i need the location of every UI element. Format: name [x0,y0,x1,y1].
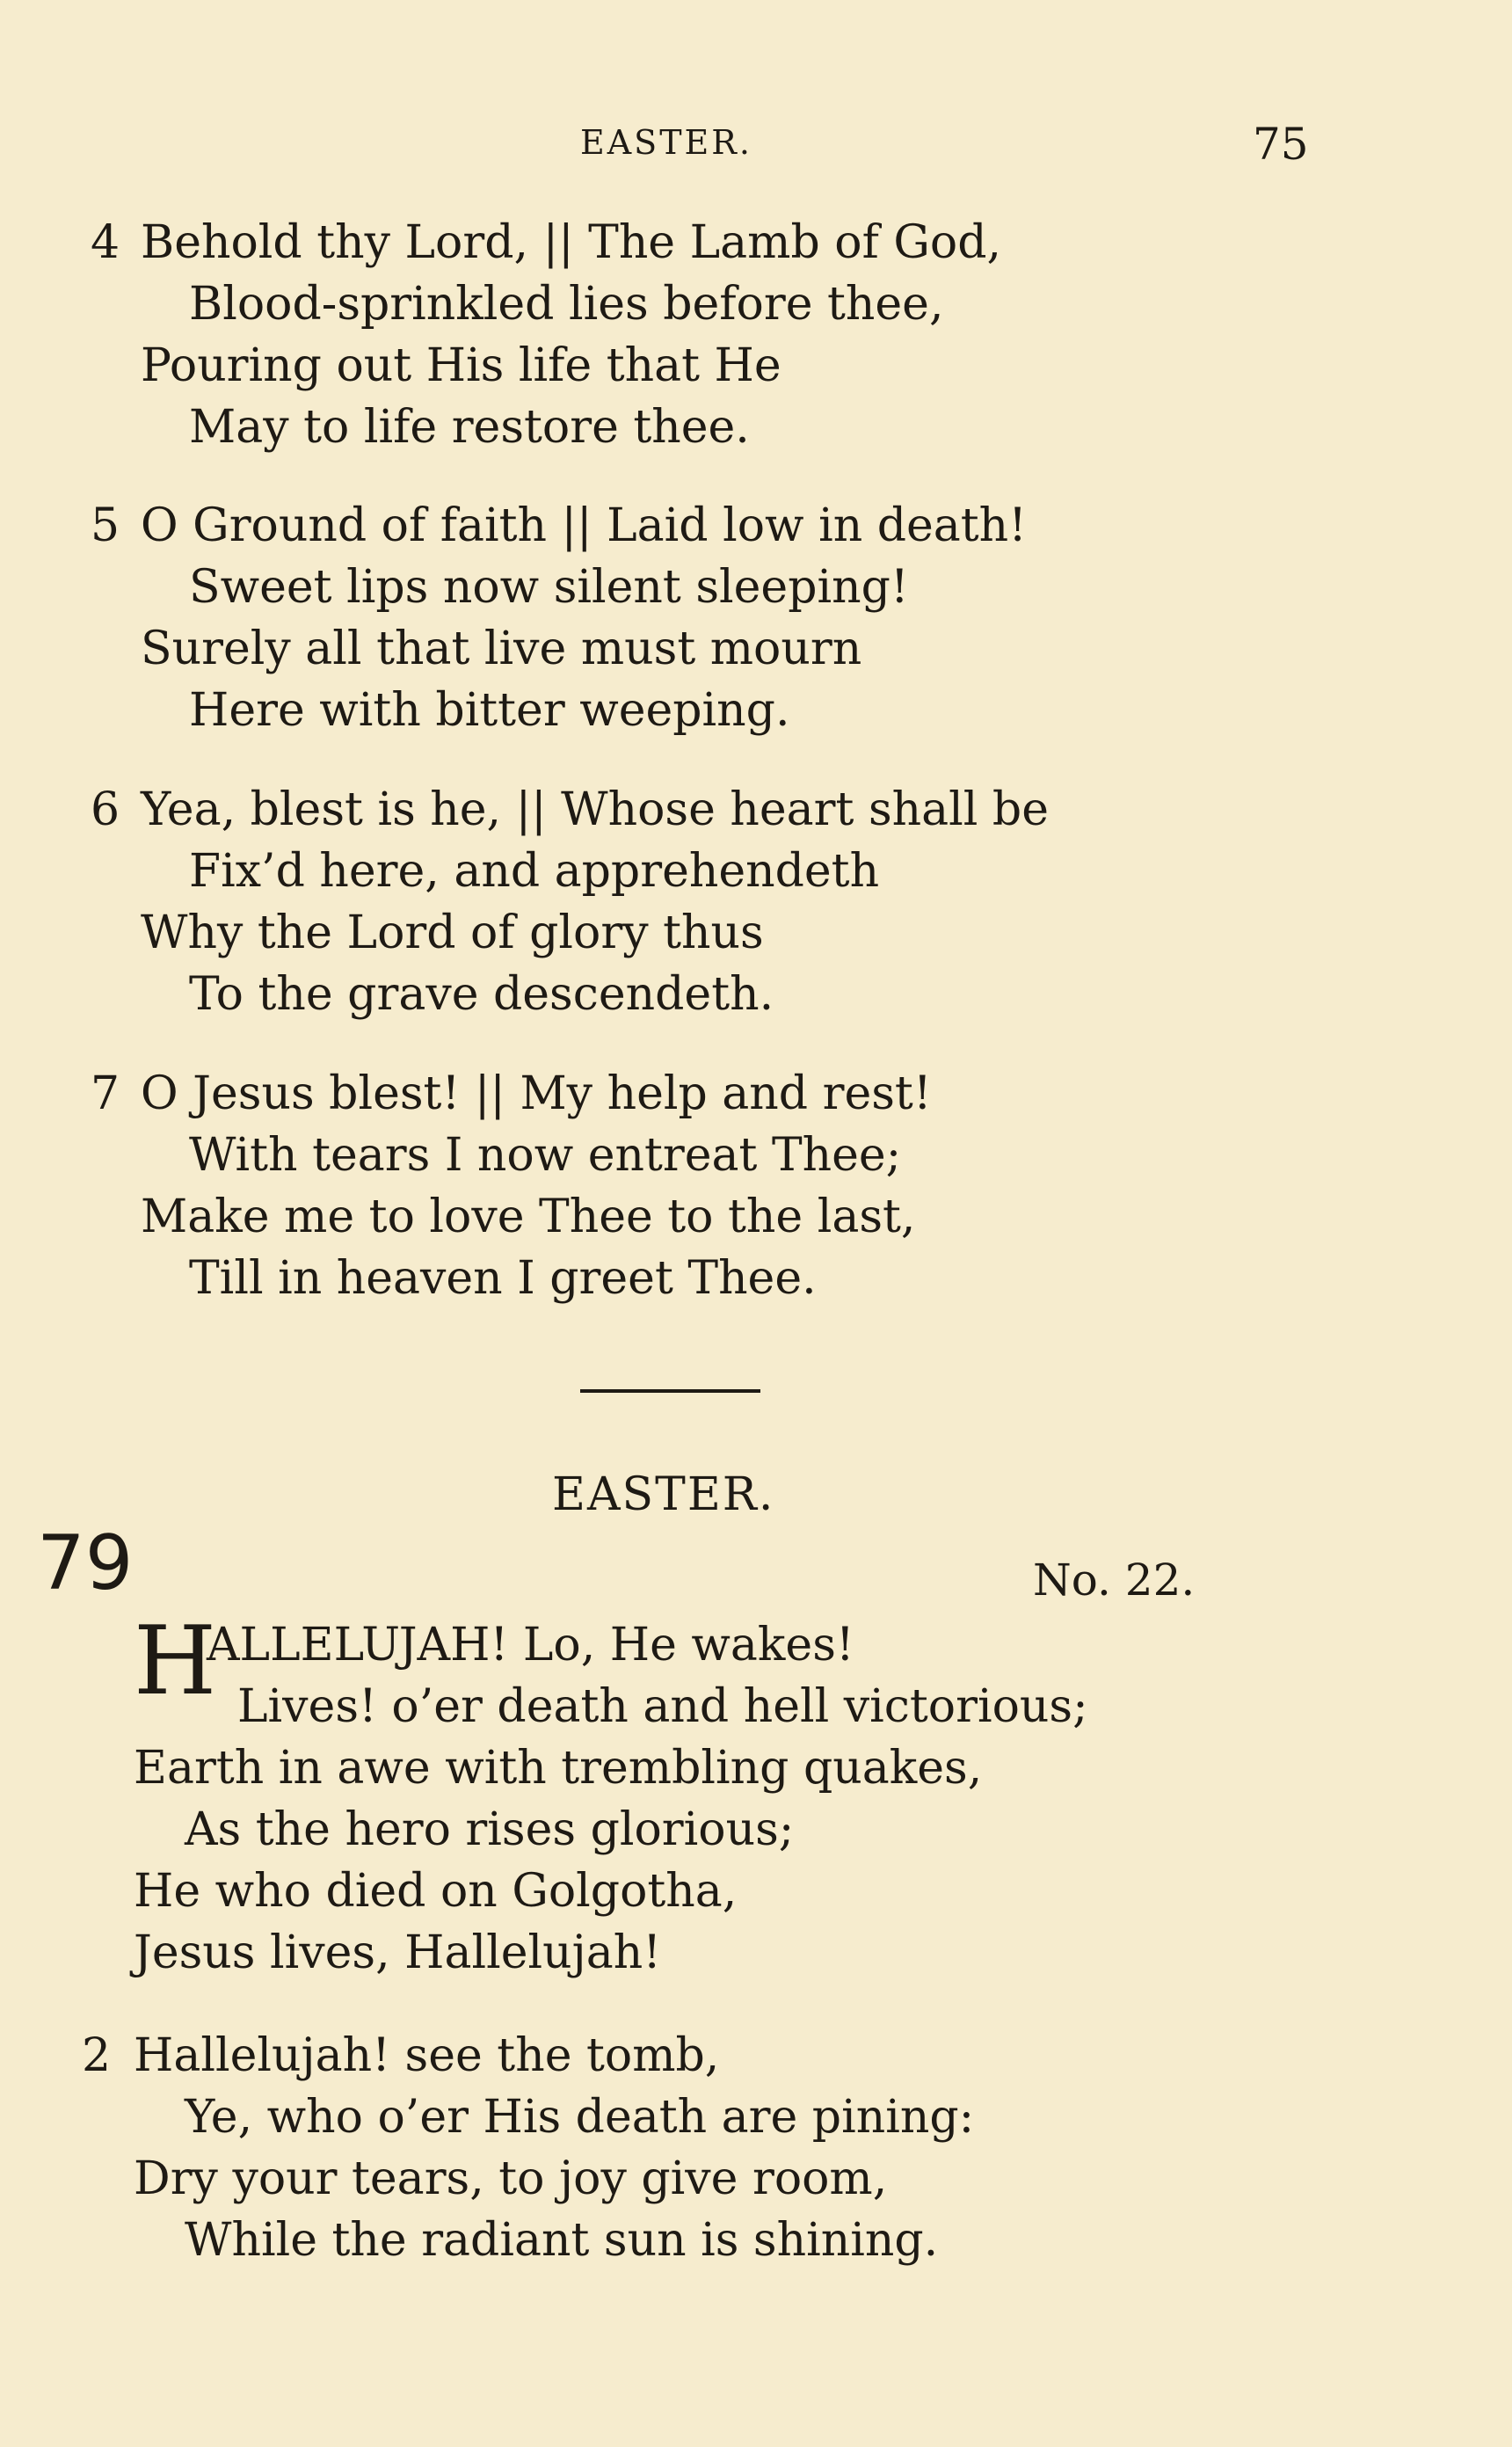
verse-line: Behold thy Lord, || The Lamb of God, [141,216,1002,269]
verse-line: O Jesus blest! || My help and rest! [141,1067,932,1120]
running-head: EASTER. [580,123,752,162]
verse-line: Blood-sprinkled lies before thee, [189,278,944,331]
verse-line: Till in heaven I greet Thee. [189,1252,817,1305]
verse-line: May to life restore thee. [189,401,750,454]
verse-line: Why the Lord of glory thus [141,907,764,959]
verse-line: He who died on Golgotha, [134,1865,738,1918]
verse-line: Surely all that live must mourn [141,623,862,675]
verse-line: Earth in awe with trembling quakes, [134,1742,983,1795]
drop-cap: H [134,1606,217,1716]
verse-line: Jesus lives, Hallelujah! [134,1926,662,1979]
hymn-number: 79 [37,1519,134,1607]
verse-line: With tears I now entreat Thee; [189,1129,902,1182]
verse-line: Ye, who o’er His death are pining: [185,2091,975,2144]
verse-number: 4 [91,216,120,269]
verse-line: Hallelujah! see the tomb, [134,2029,720,2082]
verse-number: 2 [82,2029,112,2082]
verse-line: Here with bitter weeping. [189,684,790,737]
tune-reference: No. 22. [1033,1555,1196,1606]
verse-line: Fix’d here, and apprehendeth [189,845,880,898]
section-title: EASTER. [552,1468,775,1521]
verse-line: While the radiant sun is shining. [185,2214,939,2267]
verse-line: Lives! o’er death and hell victorious; [237,1680,1088,1733]
verse-line: As the hero rises glorious; [185,1803,795,1856]
verse-line: ALLELUJAH! Lo, He wakes! [207,1619,854,1671]
verse-line: O Ground of faith || Laid low in death! [141,499,1028,552]
verse-number: 5 [91,499,120,552]
verse-number: 7 [91,1067,120,1120]
page-number: 75 [1253,119,1309,170]
verse-line: Pouring out His life that He [141,339,781,392]
verse-line: Sweet lips now silent sleeping! [189,561,909,614]
verse-line: To the grave descendeth. [189,968,774,1021]
verse-number: 6 [91,783,120,836]
verse-line: Yea, blest is he, || Whose heart shall be [141,783,1049,836]
verse-line: Dry your tears, to joy give room, [134,2152,888,2205]
verse-line: Make me to love Thee to the last, [141,1191,916,1243]
section-divider [580,1389,760,1393]
